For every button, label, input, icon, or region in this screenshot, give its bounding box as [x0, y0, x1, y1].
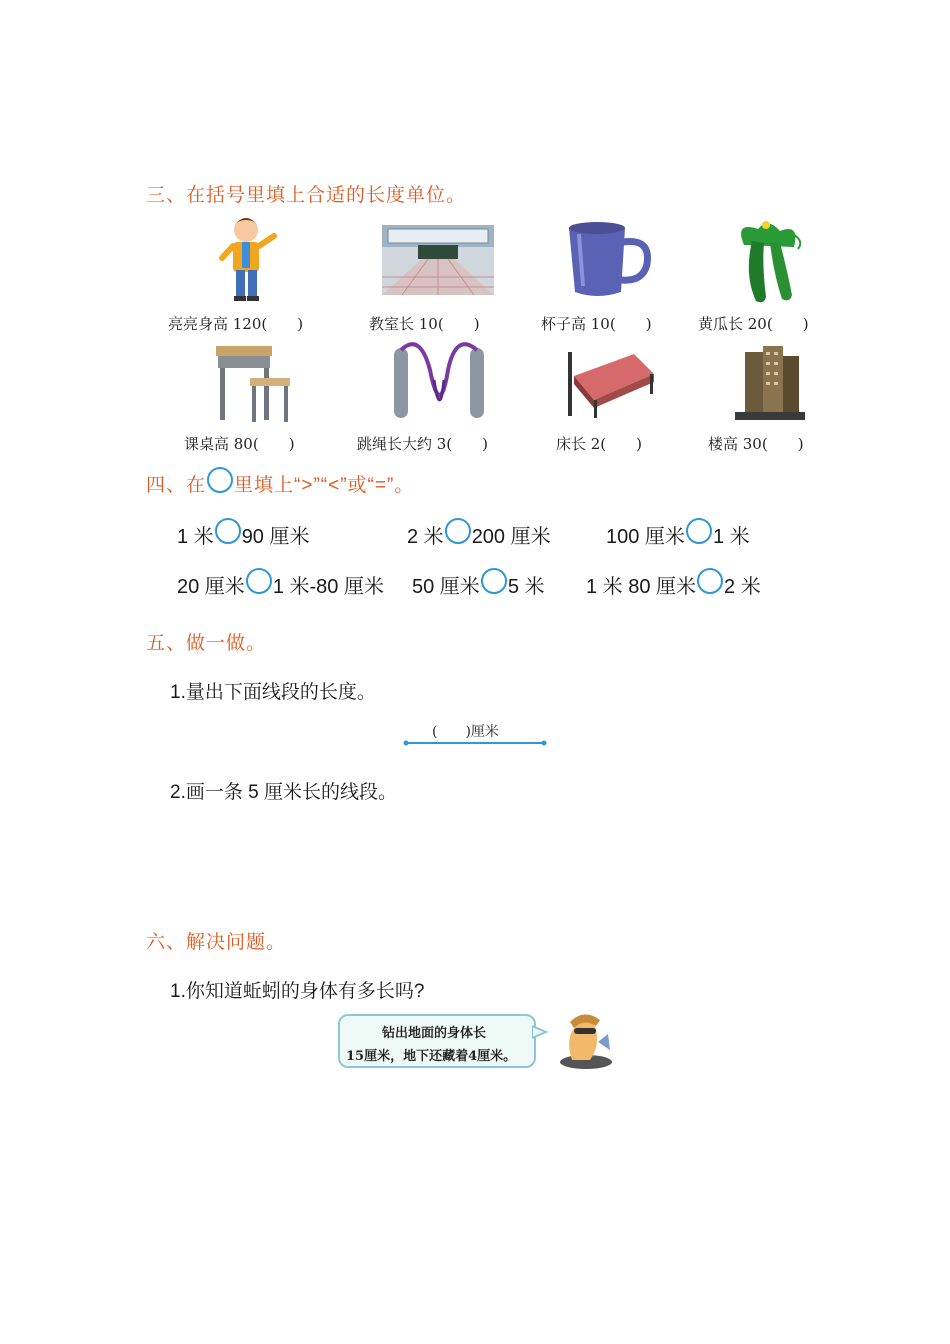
compare-4 — [177, 570, 384, 599]
caption-bed-length: 床长 2( ) — [556, 435, 643, 453]
bubble-line-2: 15厘米，地下还藏着4厘米。 — [346, 1049, 517, 1064]
segment-length-label: ( )厘米 — [432, 724, 499, 740]
section6-heading: 六、解决问题。 — [146, 932, 287, 953]
bubble-tail — [532, 1024, 548, 1040]
compare-right: 1 米 — [712, 526, 750, 548]
earthworm-icon — [556, 1006, 614, 1070]
section3-heading: 三、在括号里填上合适的长度单位。 — [146, 185, 467, 206]
compare-2 — [407, 520, 551, 549]
caption-rope-length: 跳绳长大约 3( ) — [357, 435, 489, 453]
section5-heading: 五、做一做。 — [146, 633, 267, 654]
compare-circle-input[interactable] — [215, 518, 241, 544]
cup-icon — [565, 220, 653, 300]
classroom-icon — [382, 225, 494, 295]
compare-right: 1 米-80 厘米 — [272, 576, 384, 598]
compare-circle-input[interactable] — [246, 568, 272, 594]
compare-6 — [586, 570, 761, 599]
bubble-line-1: 钻出地面的身体长 — [382, 1026, 487, 1041]
cucumber-icon — [734, 215, 806, 305]
section4-heading — [146, 470, 414, 497]
caption-cucumber-length: 黄瓜长 20( ) — [698, 315, 809, 333]
compare-left: 1 米 80 厘米 — [586, 576, 697, 598]
compare-circle-input[interactable] — [481, 568, 507, 594]
compare-circle-input[interactable] — [686, 518, 712, 544]
bed-icon — [564, 346, 656, 420]
compare-left: 50 厘米 — [412, 576, 480, 598]
compare-right: 5 米 — [507, 576, 545, 598]
section4-heading-post: 里填上“>”“<”或“=”。 — [234, 475, 415, 496]
compare-circle-input[interactable] — [445, 518, 471, 544]
compare-right: 200 厘米 — [471, 526, 551, 548]
task-earthworm-length: 1.你知道蚯蚓的身体有多长吗? — [170, 981, 425, 1002]
jump-rope-icon — [390, 340, 488, 424]
compare-right: 90 厘米 — [241, 526, 310, 548]
compare-5 — [412, 570, 545, 599]
line-segment — [402, 738, 548, 748]
caption-desk-height: 课桌高 80( ) — [184, 435, 295, 453]
caption-cup-height: 杯子高 10( ) — [541, 315, 652, 333]
compare-left: 2 米 — [407, 526, 444, 548]
caption-boy-height: 亮亮身高 120( ) — [168, 315, 304, 333]
caption-building-height: 楼高 30( ) — [708, 435, 804, 453]
compare-left: 100 厘米 — [606, 526, 685, 548]
compare-right: 2 米 — [724, 576, 761, 598]
desk-icon — [212, 342, 294, 424]
section4-heading-pre: 四、在 — [146, 475, 207, 496]
circle-icon — [207, 467, 233, 493]
task-measure-segment: 1.量出下面线段的长度。 — [170, 682, 376, 703]
compare-left: 20 厘米 — [177, 576, 245, 598]
building-icon — [735, 342, 805, 422]
boy-icon — [218, 212, 280, 304]
caption-classroom-length: 教室长 10( ) — [369, 315, 480, 333]
speech-bubble — [338, 1014, 536, 1068]
compare-1 — [177, 520, 310, 549]
compare-circle-input[interactable] — [697, 568, 723, 594]
task-draw-segment: 2.画一条 5 厘米长的线段。 — [170, 782, 397, 803]
compare-3 — [606, 520, 750, 549]
compare-left: 1 米 — [177, 526, 214, 548]
